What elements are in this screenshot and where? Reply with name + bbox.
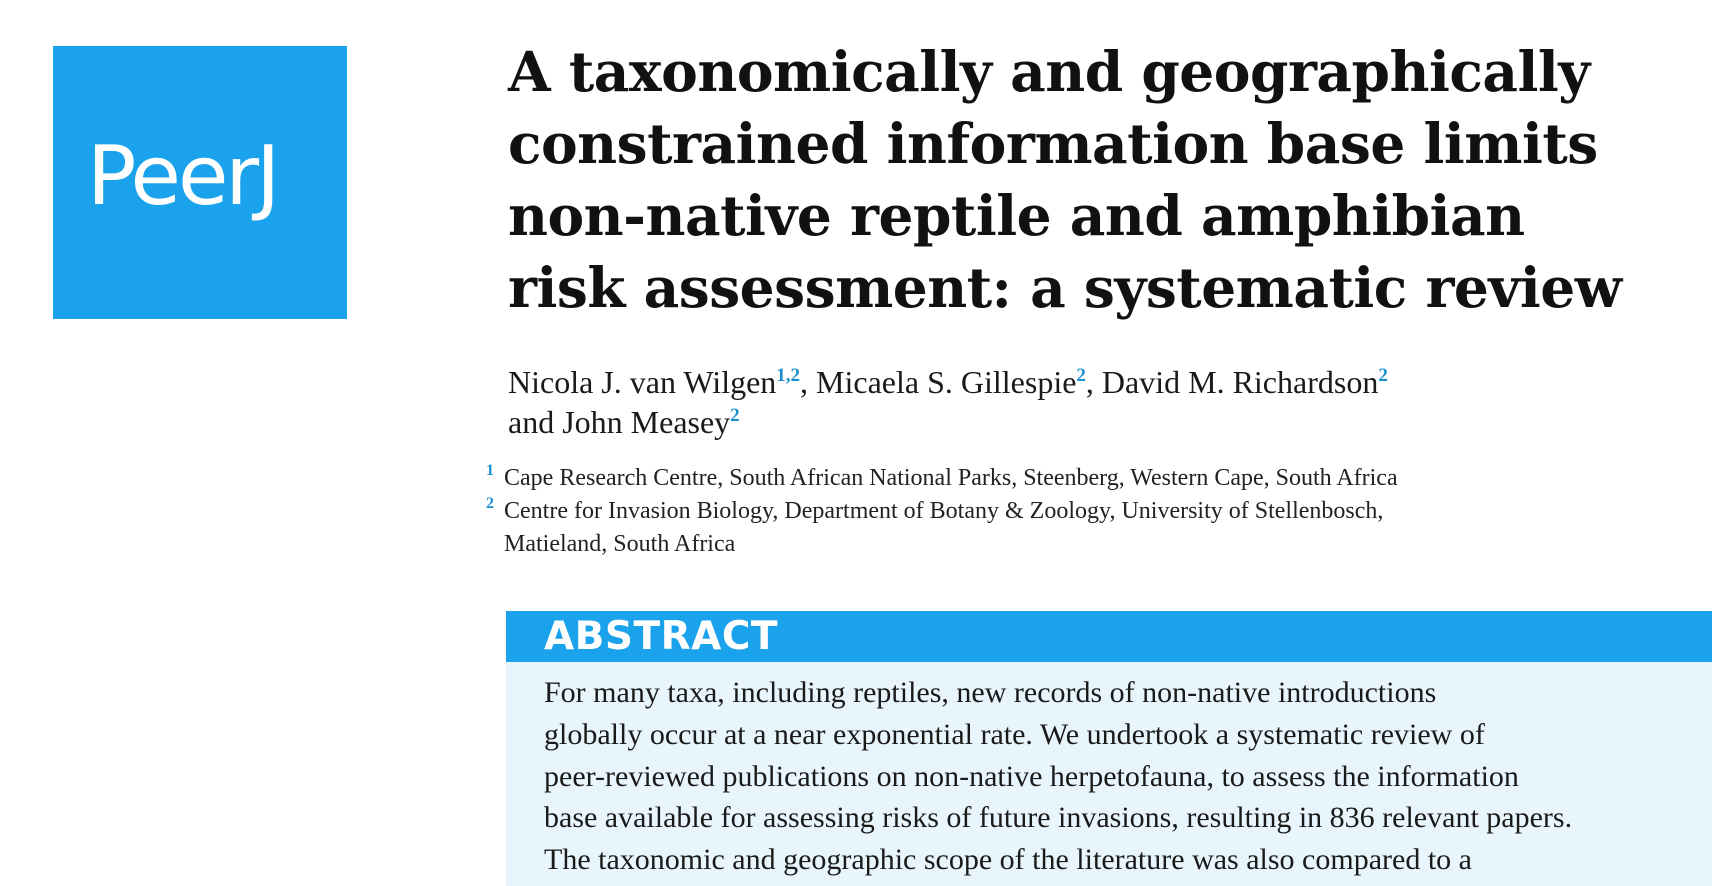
title-line: A taxonomically and geographically	[508, 39, 1590, 104]
logo-wordmark: PeerJ	[87, 129, 278, 224]
abstract-line: For many taxa, including reptiles, new records of non-native introductions	[544, 676, 1437, 709]
author-name: Micaela S. Gillespie	[816, 364, 1077, 400]
title-line: non-native reptile and amphibian	[508, 183, 1525, 248]
abstract-heading: ABSTRACT	[544, 614, 779, 659]
affiliation-item	[486, 495, 1398, 528]
affiliation-text: Cape Research Centre, South African National Parks, Steenberg, Western Cape, South Africa	[504, 465, 1398, 491]
title-line: risk assessment: a systematic review	[508, 255, 1622, 320]
author-name: John Measey	[562, 404, 731, 440]
abstract-line: globally occur at a near exponential rate. We undertook a systematic review of	[544, 718, 1485, 751]
affiliation-marker[interactable]: 2	[730, 405, 740, 426]
author-line	[508, 362, 1388, 402]
author-line	[508, 402, 1388, 442]
affiliation-marker[interactable]: 2	[1378, 365, 1388, 386]
affiliation-list	[486, 462, 1398, 561]
title-line: constrained information base limits	[508, 111, 1598, 176]
author-separator: ,	[1085, 364, 1102, 400]
abstract-body	[506, 662, 1712, 886]
abstract-line: base available for assessing risks of future invasions, resulting in 836 relevant papers.	[544, 801, 1573, 834]
author-separator: ,	[800, 364, 817, 400]
abstract-line: The taxonomic and geographic scope of the literature was also compared to a	[544, 843, 1472, 876]
abstract-header	[506, 611, 1712, 662]
affiliation-number: 1	[486, 462, 494, 479]
affiliation-text: Matieland, South Africa	[504, 531, 736, 557]
abstract-line: peer-reviewed publications on non-native herpetofauna, to assess the information	[544, 760, 1519, 793]
author-name: David M. Richardson	[1101, 364, 1379, 400]
affiliation-marker[interactable]: 1,2	[776, 365, 801, 386]
affiliation-marker[interactable]: 2	[1076, 365, 1086, 386]
affiliation-item	[486, 528, 1398, 561]
author-list	[508, 362, 1388, 442]
author-separator: and	[508, 404, 563, 440]
affiliation-item	[486, 462, 1398, 495]
article-title	[508, 36, 1628, 324]
author-name: Nicola J. van Wilgen	[508, 364, 777, 400]
peerj-logo	[53, 46, 347, 319]
affiliation-text: Centre for Invasion Biology, Department of Botany & Zoology, University of Stellenbosch,	[504, 498, 1384, 524]
affiliation-number: 2	[486, 495, 494, 512]
